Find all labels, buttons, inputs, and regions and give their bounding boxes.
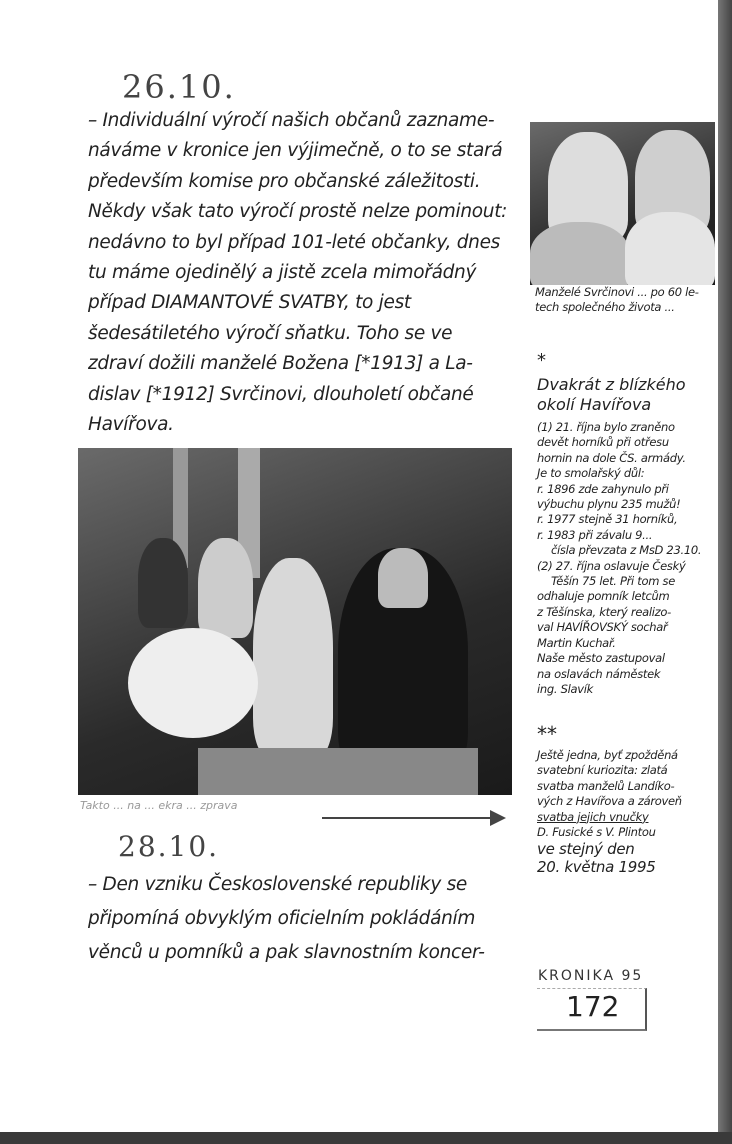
- text-line: devět horníků při otřesu: [537, 435, 669, 450]
- text-line: svatba manželů Landíko-: [537, 778, 675, 793]
- text-line: dislav [*1912] Svrčinovi, dlouholetí občané: [88, 383, 474, 405]
- text-line: r. 1977 stejně 31 horníků,: [537, 512, 678, 527]
- text-line: Je to smolařský důl:: [537, 466, 645, 481]
- text-line: šedesátiletého výročí sňatku. Toho se ve: [88, 322, 453, 344]
- caption-line: tech společného života ...: [535, 300, 675, 315]
- text-line: – Den vzniku Československé republiky se: [88, 874, 467, 895]
- text-line: tu máme ojedinělý a jistě zcela mimořádný: [88, 262, 477, 284]
- text-line: Ještě jedna, byť zpožděná: [537, 748, 678, 762]
- arrow-right-icon: [322, 817, 492, 819]
- heading-line: okolí Havířova: [537, 395, 652, 414]
- page-number: 172: [566, 990, 620, 1023]
- text-line: ve stejný den: [537, 840, 635, 859]
- text-line: vých z Havířova a zároveň: [537, 794, 682, 809]
- text-line: D. Fusické s V. Plintou: [537, 825, 656, 840]
- side-heading: [537, 375, 686, 415]
- text-line: Někdy však tato výročí prostě nelze pominout:: [88, 201, 508, 223]
- text-line: výbuchu plynu 235 mužů!: [537, 497, 681, 512]
- text-line: z Těšínska, který realizo-: [537, 604, 671, 619]
- text-line: případ DIAMANTOVÉ SVATBY, to jest: [88, 292, 411, 314]
- photo-caption-bottom: Takto ... na ... ekra ... zprava: [80, 799, 238, 812]
- heading-line: Dvakrát z blízkého: [537, 375, 686, 394]
- text-line: odhaluje pomník letcům: [537, 589, 670, 604]
- text-line: 20. května 1995: [537, 858, 656, 877]
- scan-edge-right: [718, 0, 732, 1144]
- text-line: čísla převzata z MsD 23.10.: [551, 543, 702, 558]
- text-line: Havířova.: [88, 414, 174, 436]
- text-line: – Individuální výročí našich občanů zazname-: [88, 110, 495, 131]
- text-line: svatební kuriozita: zlatá: [537, 763, 668, 778]
- entry-28-10-text: [88, 868, 485, 969]
- text-line: (1) 21. října bylo zraněno: [537, 420, 675, 434]
- text-line: zdraví dožili manželé Božena [*1913] a La-: [88, 353, 473, 375]
- text-line: (2) 27. října oslavuje Český: [537, 558, 686, 573]
- photo-diamond-wedding: [78, 448, 512, 795]
- text-line: r. 1983 při závalu 9...: [537, 527, 653, 542]
- side-note-mines: [537, 420, 701, 697]
- entry-date-28-10: 28.10.: [118, 830, 220, 863]
- text-line: hornin na dole ČS. armády.: [537, 450, 686, 465]
- caption-line: Manželé Svrčinovi ... po 60 le-: [535, 285, 699, 299]
- text-line: svatba jejich vnučky: [537, 809, 649, 824]
- side-note-wedding: [537, 748, 682, 876]
- text-line: náváme v kronice jen výjimečně, o to se stará: [88, 140, 503, 162]
- text-line: r. 1896 zde zahynulo při: [537, 481, 669, 496]
- text-line: nedávno to byl případ 101-leté občanky, dnes: [88, 231, 501, 253]
- chronicle-label: KRONIKA 95: [538, 968, 644, 984]
- text-line: Naše město zastupoval: [537, 651, 665, 666]
- text-line: ing. Slavík: [537, 681, 593, 696]
- asterisk-mark: *: [537, 350, 546, 371]
- text-line: především komise pro občanské záležitosti.: [88, 170, 481, 192]
- scan-edge-bottom: [0, 1132, 732, 1144]
- entry-26-10-text: [88, 106, 507, 440]
- text-line: na oslavách náměstek: [537, 666, 661, 681]
- text-line: Těšín 75 let. Při tom se: [551, 574, 675, 589]
- text-line: Martin Kuchař.: [537, 635, 616, 650]
- entry-date-26-10: 26.10.: [122, 68, 236, 106]
- text-line: připomíná obvyklým oficielním pokládáním: [88, 907, 476, 929]
- text-line: věnců u pomníků a pak slavnostním koncer-: [88, 941, 485, 963]
- double-asterisk-mark: **: [537, 722, 557, 746]
- photo-couple-portrait: [530, 122, 715, 285]
- photo-caption-top: [535, 285, 699, 316]
- text-line: val HAVÍŘOVSKÝ sochař: [537, 620, 668, 635]
